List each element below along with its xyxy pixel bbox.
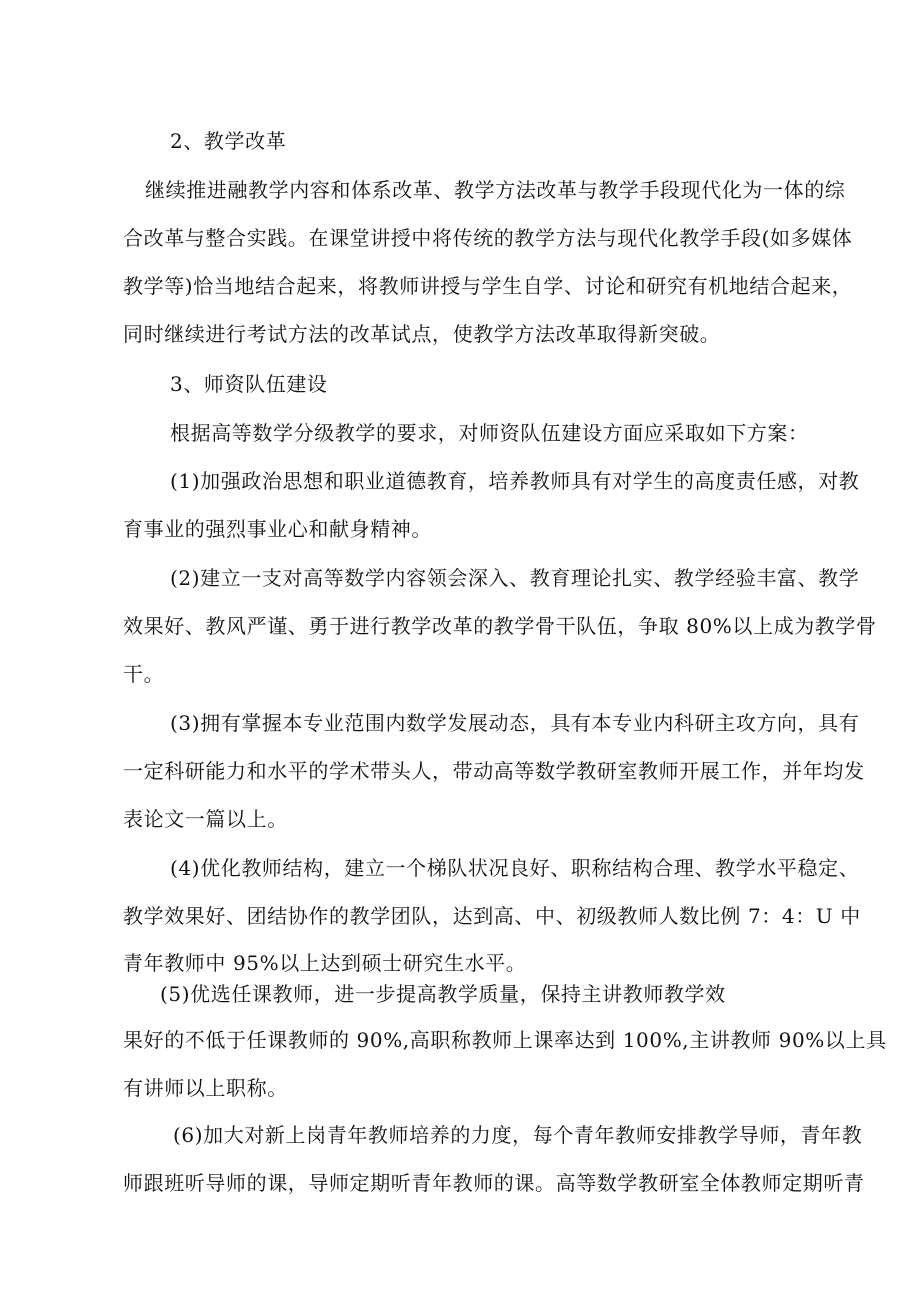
paragraph-line: 教学效果好、团结协作的教学团队，达到高、中、初级教师人数比例 7：4：U 中 — [123, 904, 861, 928]
paragraph-faculty-intro: 根据高等数学分级教学的要求，对师资队伍建设方面应采取如下方案： — [170, 421, 809, 445]
paragraph-line: (6)加大对新上岗青年教师培养的力度，每个青年教师安排教学导师，青年教 — [173, 1123, 863, 1147]
paragraph-line: (2)建立一支对高等数学内容领会深入、教育理论扎实、教学经验丰富、教学 — [170, 566, 860, 590]
paragraph-line: 合改革与整合实践。在课堂讲授中将传统的教学方法与现代化教学手段(如多媒体 — [123, 226, 853, 250]
paragraph-line: 师跟班听导师的课，导师定期听青年教师的课。高等数学教研室全体教师定期听青 — [123, 1171, 865, 1195]
paragraph-line: (3)拥有掌握本专业范围内数学发展动态，具有本专业内科研主攻方向，具有 — [170, 711, 860, 735]
paragraph-line: 青年教师中 95%以上达到硕士研究生水平。 — [123, 951, 527, 975]
paragraph-line: 育事业的强烈事业心和献身精神。 — [123, 517, 432, 541]
paragraph-line: (5)优选任课教师，进一步提高教学质量，保持主讲教师教学效 — [160, 982, 726, 1006]
paragraph-line: 干。 — [123, 662, 165, 686]
paragraph-line: 一定科研能力和水平的学术带头人，带动高等数学教研室教师开展工作，并年均发 — [123, 759, 865, 783]
paragraph-line: 表论文一篇以上。 — [123, 807, 288, 831]
paragraph-line: 果好的不低于任课教师的 90%,高职称教师上课率达到 100%,主讲教师 90%以上具 — [123, 1028, 887, 1052]
paragraph-line: 继续推进融教学内容和体系改革、教学方法改革与教学手段现代化为一体的综 — [145, 178, 846, 202]
paragraph-line: 同时继续进行考试方法的改革试点，使教学方法改革取得新突破。 — [123, 322, 721, 346]
paragraph-line: 有讲师以上职称。 — [123, 1076, 288, 1100]
paragraph-line: 效果好、教风严谨、勇于进行教学改革的教学骨干队伍，争取 80%以上成为教学骨 — [123, 614, 877, 638]
section-heading-faculty: 3、师资队伍建设 — [170, 372, 328, 396]
paragraph-line: (1)加强政治思想和职业道德教育，培养教师具有对学生的高度责任感，对教 — [170, 469, 860, 493]
section-heading-teaching-reform: 2、教学改革 — [170, 129, 287, 153]
paragraph-line: 教学等)恰当地结合起来，将教师讲授与学生自学、讨论和研究有机地结合起来， — [123, 274, 853, 298]
paragraph-line: (4)优化教师结构，建立一个梯队状况良好、职称结构合理、教学水平稳定、 — [170, 856, 860, 880]
